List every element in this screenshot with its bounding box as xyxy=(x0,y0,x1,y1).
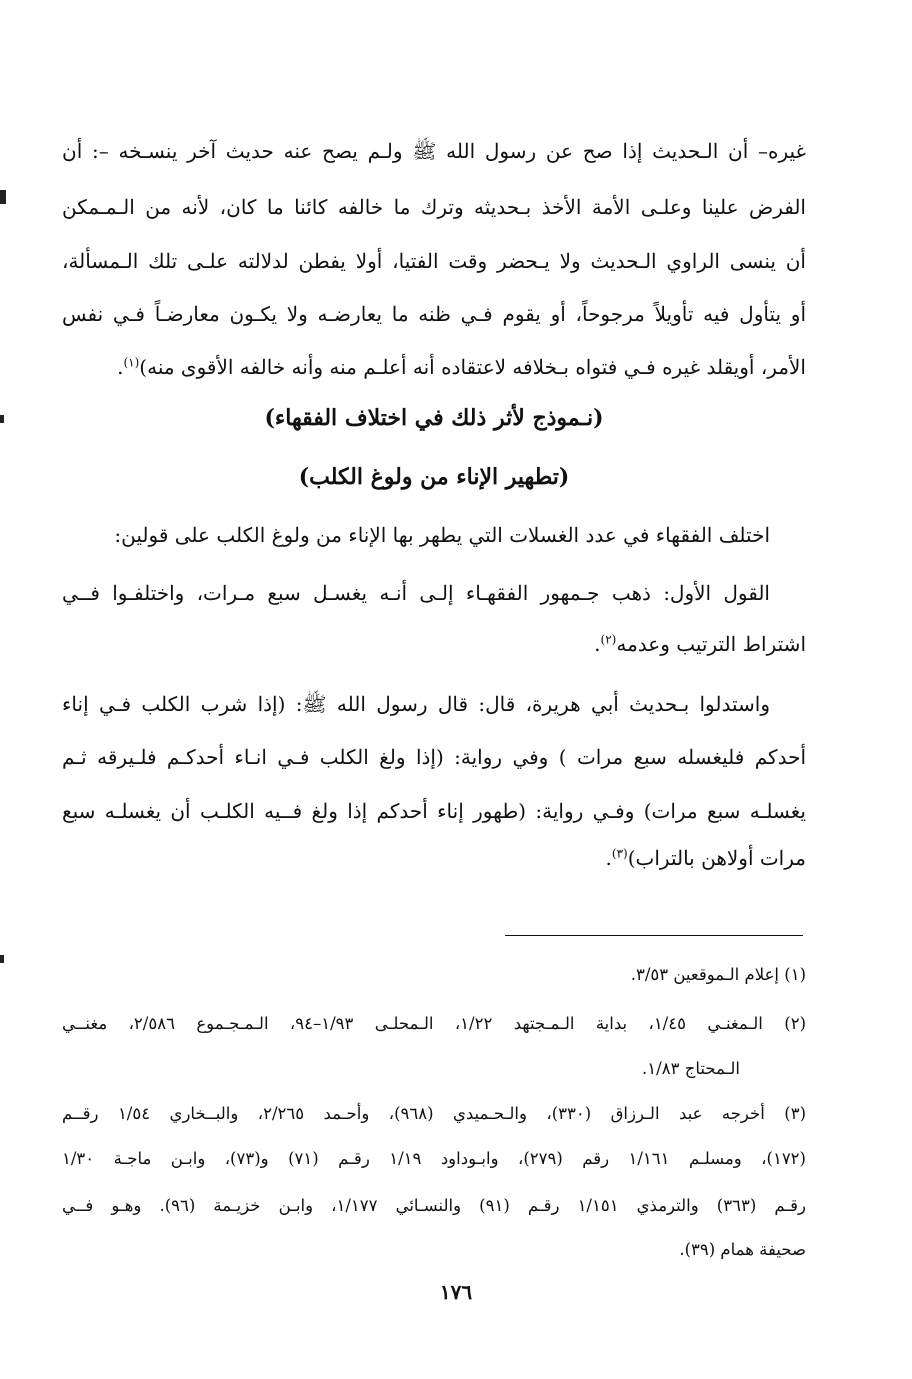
footnote-ref-2: (٢) xyxy=(600,632,617,647)
scan-mark-top xyxy=(0,190,6,204)
para3-line-2: أحدكم فليغسله سبع مرات ) وفي رواية: (إذا ولغ الكلب فـي انـاء أحدكـم فلـيرقه ثـم xyxy=(62,745,806,769)
footnote-separator xyxy=(505,935,803,936)
intro-line-1: غيره– أن الـحديث إذا صح عن رسول الله ﷺ ولـم يصح عنه حديث آخر ينسـخه –: أن xyxy=(62,139,806,163)
para3-line-4-end: . xyxy=(605,846,612,870)
para3-line-3: يغسلـه سبع مرات) وفـي رواية: (طهور إناء أحدكم إذا ولغ فــيه الكلـب أن يغسلـه سبع xyxy=(62,799,806,823)
subsection-heading: (تطهير الإناء من ولوغ الكلب) xyxy=(298,464,570,490)
page-number: ١٧٦ xyxy=(439,1280,473,1304)
footnote-ref-3: (٣) xyxy=(611,846,628,861)
para1-line: اختلف الفقهاء في عدد الغسلات التي يطهر بها الإناء من ولوغ الكلب على قولين: xyxy=(114,523,770,547)
footnote-3-line-1: (٣) أخرجه عبد الـرزاق (٣٣٠)، والـحـميدي (٩٦٨)، وأحـمد ٢/٢٦٥، والبــخاري ١/٥٤ رقــم xyxy=(62,1104,806,1123)
intro-last-line-end: . xyxy=(117,355,124,379)
section-heading: (نـموذج لأثر ذلك في اختلاف الفقهاء) xyxy=(264,405,604,431)
para2-line-2-end: . xyxy=(594,632,601,656)
intro-line-3: أن ينسى الراوي الـحديث ولا يـحضر وقت الفتيا، أولا يفطن لدلالته علـى تلك الـمسألة، xyxy=(62,249,806,273)
footnote-ref-1: (١) xyxy=(123,355,140,370)
footnote-3-line-3: رقـم (٣٦٣) والترمذي ١/١٥١ رقـم (٩١) والنسـائي ١/١٧٧، وابـن خزيـمة (٩٦). وهـو فــي xyxy=(62,1196,806,1215)
intro-line-4: أو يتأول فيه تأويلاً مرجوحاً، أو يقوم فـي ظنه ما يعارضـه ولا يكـون معارضـاً فـي نفس xyxy=(62,302,806,326)
para3-line-4 xyxy=(62,838,806,878)
para2-line-2 xyxy=(62,624,806,664)
para2-line-1: القول الأول: ذهب جـمهور الفقهـاء إلـى أنـه يغسـل سبع مـرات، واختلفـوا فــي xyxy=(62,581,770,605)
para3-line-4-text: مرات أولاهن بالتراب) xyxy=(627,846,806,870)
footnote-2-line-2: الـمحتاج ١/٨٣. xyxy=(642,1059,740,1078)
footnote-3-line-2: (١٧٢)، ومسلـم ١/١٦١ رقم (٢٧٩)، وابـوداود ١/١٩ رقـم (٧١) و(٧٣)، وابـن ماجـة ١/٣٠ xyxy=(62,1149,806,1168)
scan-mark-middle xyxy=(0,415,4,423)
intro-line-5 xyxy=(62,347,806,387)
para2-line-2-text: اشتراط الترتيب وعدمه xyxy=(616,632,806,656)
scan-mark-lower xyxy=(0,955,4,963)
para3-line-1: واستدلوا بـحديث أبي هريرة، قال: قال رسول الله ﷺ: (إذا شرب الكلب فـي إناء xyxy=(62,692,770,716)
intro-last-line-text: الأمر، أويقلد غيره فـي فتواه بـخلافه لاعتقاده أنه أعلـم منه وأنه خالفه الأقوى منه) xyxy=(139,355,806,379)
footnote-1: (١) إعلام الـموقعين ٣/٥٣. xyxy=(630,965,806,984)
footnote-2-line-1: (٢) الـمغنـي ١/٤٥، بداية الـمـجتهد ١/٢٢، الـمحلـى ١/٩٣–٩٤، الـمـجـموع ٢/٥٨٦، مغنــي xyxy=(62,1014,806,1033)
intro-line-2: الفرض علينا وعلـى الأمة الأخذ بـحديثه وترك ما خالفه كائنا ما كان، لأنه من الـمـمكن xyxy=(62,195,806,219)
footnote-3-line-4: صحيفة همام (٣٩). xyxy=(679,1240,806,1259)
